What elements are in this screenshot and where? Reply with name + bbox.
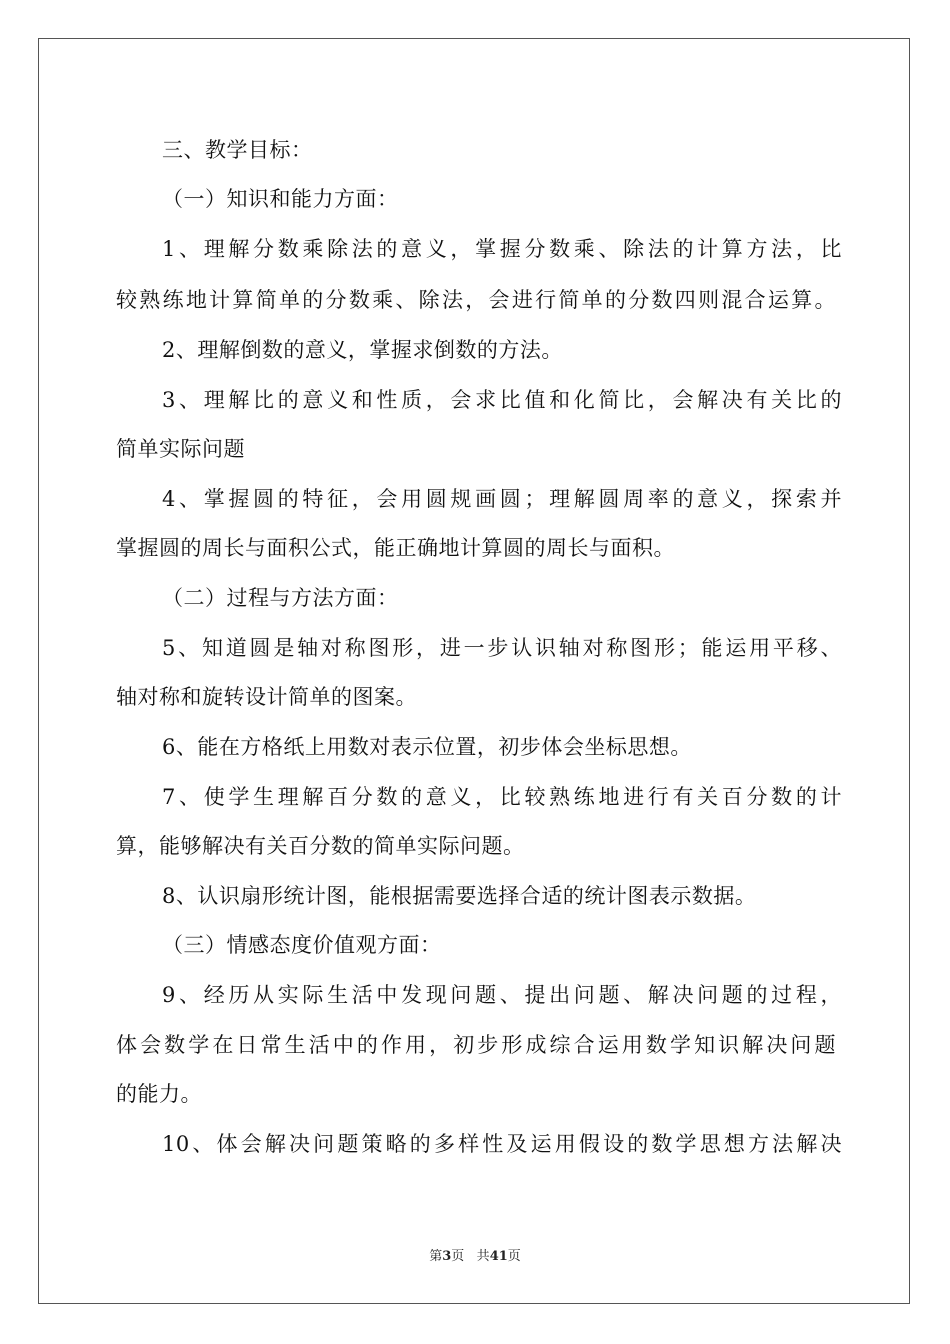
paragraph-line: 体会数学在日常生活中的作用，初步形成综合运用数学知识解决问题 [116, 1033, 836, 1057]
paragraph-line: 简单实际问题 [116, 437, 245, 461]
footer-page-unit: 页 [451, 1249, 465, 1264]
section-heading: 三、教学目标： [162, 138, 313, 162]
paragraph-line: 的能力。 [116, 1082, 202, 1106]
paragraph-line: 7、使学生理解百分数的意义，比较熟练地进行有关百分数的计 [162, 785, 842, 809]
subsection-heading: （三）情感态度价值观方面： [162, 933, 442, 957]
page-border [38, 38, 910, 1304]
paragraph-line: 2、理解倒数的意义，掌握求倒数的方法。 [162, 338, 563, 362]
footer-page-prefix: 第 [429, 1249, 443, 1264]
paragraph-line: 4、掌握圆的特征，会用圆规画圆；理解圆周率的意义，探索并 [162, 487, 842, 511]
paragraph-line: 较熟练地计算简单的分数乘、除法，会进行简单的分数四则混合运算。 [116, 288, 836, 312]
paragraph-line: 6、能在方格纸上用数对表示位置，初步体会坐标思想。 [162, 735, 692, 759]
paragraph-line: 1、理解分数乘除法的意义，掌握分数乘、除法的计算方法，比 [162, 237, 842, 261]
subsection-heading: （二）过程与方法方面： [162, 586, 399, 610]
paragraph-line: 5、知道圆是轴对称图形，进一步认识轴对称图形；能运用平移、 [162, 636, 842, 660]
paragraph-line: 算，能够解决有关百分数的简单实际问题。 [116, 834, 525, 858]
subsection-heading: （一）知识和能力方面： [162, 187, 399, 211]
paragraph-line: 掌握圆的周长与面积公式，能正确地计算圆的周长与面积。 [116, 536, 675, 560]
paragraph-line: 3、理解比的意义和性质，会求比值和化简比，会解决有关比的 [162, 388, 842, 412]
paragraph-line: 8、认识扇形统计图，能根据需要选择合适的统计图表示数据。 [162, 884, 757, 908]
footer-total-pages: 41 [489, 1249, 508, 1264]
page-footer [0, 1248, 950, 1266]
footer-total-unit: 页 [507, 1249, 521, 1264]
footer-page-number: 3 [442, 1249, 452, 1264]
paragraph-line: 9、经历从实际生活中发现问题、提出问题、解决问题的过程， [162, 983, 842, 1007]
paragraph-line: 轴对称和旋转设计简单的图案。 [116, 685, 417, 709]
footer-total-prefix: 共 [476, 1249, 490, 1264]
paragraph-line: 10、体会解决问题策略的多样性及运用假设的数学思想方法解决 [162, 1132, 842, 1156]
